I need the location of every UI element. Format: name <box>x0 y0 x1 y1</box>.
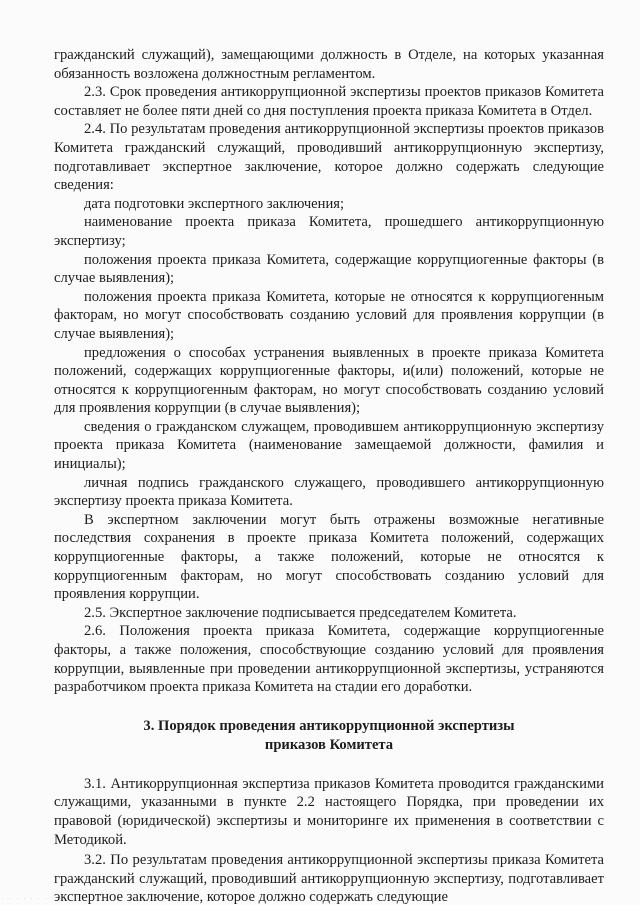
scan-artifact: · · · · · · · · <box>2 896 56 902</box>
section-heading-line-1: 3. Порядок проведения антикоррупционной экспертизы <box>143 717 515 734</box>
list-item: дата подготовки экспертного заключения; <box>84 195 345 212</box>
list-item: личная подпись гражданского служащего, проводившего антикоррупционную экспертизу проекта приказа Комитета. <box>54 474 604 510</box>
paragraph-2-3: 2.3. Срок проведения антикоррупционной экспертизы проектов приказов Комитета составляет не более пяти дней со дня поступления проекта приказа Комитета в Отдел. <box>54 84 604 119</box>
list-item: положения проекта приказа Комитета, которые не относятся к коррупциогенным факторам, но могут способствовать созданию условий для проявления коррупции (в случае выявления); <box>54 288 604 342</box>
paragraph-continuation: гражданский служащий), замещающими должность в Отделе, на которых указанная обязанность возложена должностным регламентом. <box>54 47 604 82</box>
list-item: сведения о гражданском служащем, проводившем антикоррупционную экспертизу проекта приказа Комитета (наименование замещаемой должности, фамилия и инициалы); <box>54 418 604 473</box>
paragraph-2-6: 2.6. Положения проекта приказа Комитета, содержащие коррупциогенные факторы, а также положения, способствующие созданию условий для проявления коррупции, выявленные при проведении антикоррупционной экспертизы, устраняются разработчиком проекта приказа Комитета на стадии его доработки. <box>54 623 604 696</box>
section-heading <box>54 717 604 755</box>
paragraph-3-1: 3.1. Антикоррупционная экспертиза приказов Комитета проводится гражданскими служащими, указанными в пункте 2.2 настоящего Порядка, при проведении их правовой (юридической) экспертизы и мониторинге их применения в соответствии с Методикой. <box>54 775 604 848</box>
list-item: наименование проекта приказа Комитета, прошедшего антикоррупционную экспертизу; <box>54 214 604 249</box>
list-item: положения проекта приказа Комитета, содержащие коррупциогенные факторы (в случае выявления); <box>54 251 604 287</box>
paragraph-2-5: 2.5. Экспертное заключение подписывается председателем Комитета. <box>84 604 517 621</box>
section-heading-line-2: приказов Комитета <box>264 736 394 753</box>
paragraph-negative-consequences: В экспертном заключении могут быть отражены возможные негативные последствия сохранения в проекте приказа Комитета положений, содержащих коррупциогенные факторы, а также положений, которые не относятся к коррупциогенным факторам, но могут способствовать созданию условий для проявления коррупции. <box>54 511 604 603</box>
paragraph-3-2: 3.2. По результатам проведения антикоррупционной экспертизы приказа Комитета гражданский служащий, проводивший антикоррупционную экспертизу, подготавливает экспертное заключение, которое должно содержать следующие <box>54 852 604 906</box>
list-item: предложения о способах устранения выявленных в проекте приказа Комитета положений, содержащих коррупциогенные факторы, и(или) положений, которые не относятся к коррупциогенным факторам, но могут способствовать созданию условий для проявления коррупции (в случае выявления); <box>54 344 604 417</box>
document-body <box>54 46 604 907</box>
paragraph-2-4: 2.4. По результатам проведения антикоррупционной экспертизы проектов приказов Комитета гражданский служащий, проводивший антикоррупционную экспертизу, подготавливает экспертное заключение, которое должно содержать следующие сведения: <box>54 121 604 194</box>
